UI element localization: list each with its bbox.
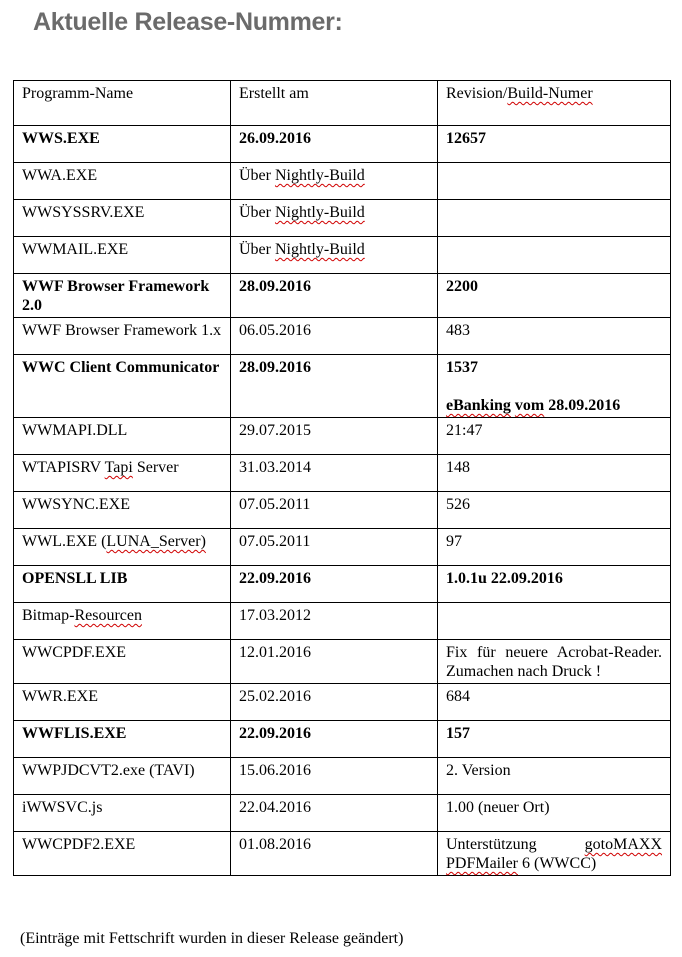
misspelled-word: Tapi <box>104 459 133 476</box>
text-segment: WWR.EXE <box>22 688 98 705</box>
cell-revision <box>438 721 671 758</box>
cell-line <box>22 240 222 259</box>
cell-line <box>22 606 222 625</box>
cell-line <box>446 321 662 340</box>
cell-program-name <box>14 274 231 318</box>
cell-revision <box>438 237 671 274</box>
cell-created-date <box>231 832 438 876</box>
misspelled-word: gotoMAXX <box>584 836 662 853</box>
cell-revision <box>438 126 671 163</box>
text-segment: 07.05.2011 <box>239 533 311 550</box>
cell-line <box>239 358 429 377</box>
misspelled-word: Nightly-Build <box>274 167 365 184</box>
table-row <box>14 418 671 455</box>
table-row <box>14 758 671 795</box>
cell-line <box>446 458 662 477</box>
text-segment: 148 <box>446 459 470 476</box>
cell-program-name <box>14 640 231 684</box>
cell-revision <box>438 640 671 684</box>
table-row <box>14 237 671 274</box>
cell-created-date <box>231 603 438 640</box>
text-segment: iWWSVC.js <box>22 799 103 816</box>
text-segment: 1537 <box>446 359 478 376</box>
cell-line <box>446 761 662 780</box>
text-segment: 26.09.2016 <box>239 130 311 147</box>
text-segment: 07.05.2011 <box>239 496 311 513</box>
cell-line <box>446 724 662 743</box>
cell-created-date <box>231 355 438 418</box>
text-segment: 22.04.2016 <box>239 799 311 816</box>
text-segment: WWC Client Communicator <box>22 359 220 376</box>
header-cell-revision <box>438 81 671 126</box>
cell-line <box>22 166 222 185</box>
cell-program-name <box>14 684 231 721</box>
text-segment: 28.09.2016 <box>239 359 311 376</box>
cell-revision <box>438 418 671 455</box>
table-row <box>14 355 671 418</box>
cell-line <box>22 798 222 817</box>
cell-line <box>446 396 662 415</box>
table-row <box>14 529 671 566</box>
cell-line <box>239 129 429 148</box>
text-segment: Erstellt am <box>239 85 309 102</box>
text-segment: 28.09.2016 <box>544 397 621 414</box>
misspelled-word: LUNA_Server) <box>106 533 206 550</box>
text-segment: 1.0.1u 22.09.2016 <box>446 570 563 587</box>
cell-line <box>239 321 429 340</box>
cell-created-date <box>231 126 438 163</box>
cell-line <box>446 835 662 873</box>
misspelled-word: PDFMailer <box>446 855 518 872</box>
misspelled-word: Nightly-Build <box>274 204 365 221</box>
cell-revision <box>438 795 671 832</box>
text-segment: 526 <box>446 496 470 513</box>
text-segment: 483 <box>446 322 470 339</box>
text-segment: 2. Version <box>446 762 511 779</box>
cell-line <box>239 569 429 588</box>
text-segment: WWFLIS.EXE <box>22 725 127 742</box>
cell-line <box>446 421 662 440</box>
cell-created-date <box>231 274 438 318</box>
text-segment: Über <box>239 167 275 184</box>
cell-program-name <box>14 721 231 758</box>
cell-program-name <box>14 418 231 455</box>
cell-line <box>22 421 222 440</box>
cell-program-name <box>14 492 231 529</box>
cell-line <box>446 358 662 377</box>
cell-program-name <box>14 566 231 603</box>
cell-line <box>239 532 429 551</box>
text-segment: 17.03.2012 <box>239 607 311 624</box>
text-segment: 22.09.2016 <box>239 725 311 742</box>
text-segment: WWSYSSRV.EXE <box>22 204 145 221</box>
cell-revision <box>438 274 671 318</box>
cell-line <box>446 277 662 296</box>
text-segment: 01.08.2016 <box>239 836 311 853</box>
cell-line <box>22 495 222 514</box>
misspelled-word: eBanking <box>446 397 511 414</box>
cell-revision <box>438 684 671 721</box>
cell-program-name <box>14 455 231 492</box>
cell-line <box>239 724 429 743</box>
cell-line <box>446 532 662 551</box>
cell-created-date <box>231 684 438 721</box>
text-segment: 12657 <box>446 130 486 147</box>
text-segment: WTAPISRV <box>22 459 105 476</box>
text-segment: 6 (WWCC) <box>518 855 597 872</box>
cell-line <box>22 532 222 551</box>
cell-line <box>446 687 662 706</box>
table-row <box>14 603 671 640</box>
text-segment: Fix für neuere Acrobat-Reader. Zumachen nach Druck ! <box>446 644 662 680</box>
table-row <box>14 318 671 355</box>
cell-program-name <box>14 200 231 237</box>
cell-program-name <box>14 237 231 274</box>
text-segment: WWPJDCVT2.exe (TAVI) <box>22 762 195 779</box>
cell-revision <box>438 492 671 529</box>
cell-created-date <box>231 640 438 684</box>
cell-created-date <box>231 758 438 795</box>
cell-line <box>239 835 429 854</box>
cell-line <box>22 84 222 103</box>
text-segment: 684 <box>446 688 470 705</box>
text-segment: WWF Browser Framework 1.x <box>22 322 222 339</box>
text-segment: 97 <box>446 533 462 550</box>
text-segment: OPENSLL LIB <box>22 570 128 587</box>
page-title: Aktuelle Release-Nummer: <box>33 8 343 36</box>
cell-created-date <box>231 721 438 758</box>
cell-created-date <box>231 529 438 566</box>
cell-program-name <box>14 355 231 418</box>
text-segment: WWS.EXE <box>22 130 100 147</box>
cell-created-date <box>231 418 438 455</box>
table-row <box>14 721 671 758</box>
text-segment: 157 <box>446 725 470 742</box>
cell-created-date <box>231 566 438 603</box>
cell-line <box>446 643 662 681</box>
text-segment: Revision/ <box>446 85 508 102</box>
text-segment: WWMAPI.DLL <box>22 422 128 439</box>
release-table <box>13 80 671 876</box>
cell-revision <box>438 758 671 795</box>
text-segment: 31.03.2014 <box>239 459 311 476</box>
cell-line <box>446 84 662 103</box>
text-segment: WWSYNC.EXE <box>22 496 130 513</box>
cell-revision <box>438 318 671 355</box>
cell-line <box>239 606 429 625</box>
cell-created-date <box>231 455 438 492</box>
text-segment: Server <box>132 459 179 476</box>
cell-created-date <box>231 200 438 237</box>
text-segment: 22.09.2016 <box>239 570 311 587</box>
footnote: (Einträge mit Fettschrift wurden in dieser Release geändert) <box>20 930 404 947</box>
misspelled-word: Resourcen <box>74 607 142 624</box>
misspelled-word: Nightly-Build <box>274 241 365 258</box>
cell-line <box>22 761 222 780</box>
cell-line <box>239 495 429 514</box>
text-segment: Unterstützung <box>446 836 585 853</box>
cell-line <box>22 358 222 377</box>
header-cell-program-name <box>14 81 231 126</box>
cell-program-name <box>14 758 231 795</box>
cell-revision <box>438 355 671 418</box>
text-segment: 21:47 <box>446 422 483 439</box>
text-segment: 12.01.2016 <box>239 644 311 661</box>
text-segment: 29.07.2015 <box>239 422 311 439</box>
text-segment: Über <box>239 204 275 221</box>
cell-program-name <box>14 126 231 163</box>
cell-program-name <box>14 163 231 200</box>
cell-line <box>446 129 662 148</box>
cell-line <box>239 421 429 440</box>
cell-line <box>22 458 222 477</box>
text-segment: 15.06.2016 <box>239 762 311 779</box>
cell-line <box>239 687 429 706</box>
cell-created-date <box>231 492 438 529</box>
cell-revision <box>438 832 671 876</box>
table-row <box>14 492 671 529</box>
cell-program-name <box>14 832 231 876</box>
table-row <box>14 126 671 163</box>
table-row <box>14 684 671 721</box>
cell-revision <box>438 455 671 492</box>
text-segment: 28.09.2016 <box>239 278 311 295</box>
cell-line <box>446 569 662 588</box>
cell-line <box>22 569 222 588</box>
text-segment: 25.02.2016 <box>239 688 311 705</box>
cell-revision <box>438 163 671 200</box>
cell-line <box>239 798 429 817</box>
misspelled-word: vom <box>514 397 545 414</box>
text-segment: WWA.EXE <box>22 167 98 184</box>
cell-line <box>22 835 222 854</box>
cell-revision <box>438 529 671 566</box>
cell-revision <box>438 566 671 603</box>
cell-revision <box>438 200 671 237</box>
cell-line <box>446 377 662 396</box>
cell-line <box>239 203 429 222</box>
table-row <box>14 795 671 832</box>
cell-revision <box>438 603 671 640</box>
cell-created-date <box>231 237 438 274</box>
cell-program-name <box>14 318 231 355</box>
text-segment: Bitmap- <box>22 607 75 624</box>
cell-program-name <box>14 529 231 566</box>
table-row <box>14 832 671 876</box>
release-table-body <box>14 81 671 876</box>
cell-line <box>22 643 222 662</box>
text-segment: Programm-Name <box>22 85 134 102</box>
table-row <box>14 455 671 492</box>
cell-line <box>239 761 429 780</box>
cell-line <box>239 643 429 662</box>
table-row <box>14 566 671 603</box>
text-segment: Über <box>239 241 275 258</box>
text-segment: 2200 <box>446 278 478 295</box>
cell-line <box>22 724 222 743</box>
cell-line <box>239 277 429 296</box>
cell-line <box>239 166 429 185</box>
table-row <box>14 200 671 237</box>
cell-created-date <box>231 163 438 200</box>
cell-line <box>446 495 662 514</box>
cell-created-date <box>231 795 438 832</box>
cell-line <box>239 458 429 477</box>
text-segment: WWCPDF2.EXE <box>22 836 136 853</box>
text-segment: WWCPDF.EXE <box>22 644 127 661</box>
text-segment: WWL.EXE ( <box>22 533 107 550</box>
cell-line <box>22 277 222 315</box>
cell-program-name <box>14 603 231 640</box>
cell-created-date <box>231 318 438 355</box>
cell-program-name <box>14 795 231 832</box>
cell-line <box>22 687 222 706</box>
table-row <box>14 274 671 318</box>
cell-line <box>446 798 662 817</box>
cell-line <box>22 129 222 148</box>
cell-line <box>22 321 222 340</box>
table-row <box>14 163 671 200</box>
text-segment: 1.00 (neuer Ort) <box>446 799 550 816</box>
table-row <box>14 640 671 684</box>
text-segment: WWMAIL.EXE <box>22 241 129 258</box>
header-cell-created-date <box>231 81 438 126</box>
cell-line <box>239 240 429 259</box>
cell-line <box>239 84 429 103</box>
text-segment: 06.05.2016 <box>239 322 311 339</box>
cell-line <box>22 203 222 222</box>
text-segment: WWF Browser Framework 2.0 <box>22 278 210 314</box>
table-header-row <box>14 81 671 126</box>
misspelled-word: Build-Numer <box>507 85 593 102</box>
